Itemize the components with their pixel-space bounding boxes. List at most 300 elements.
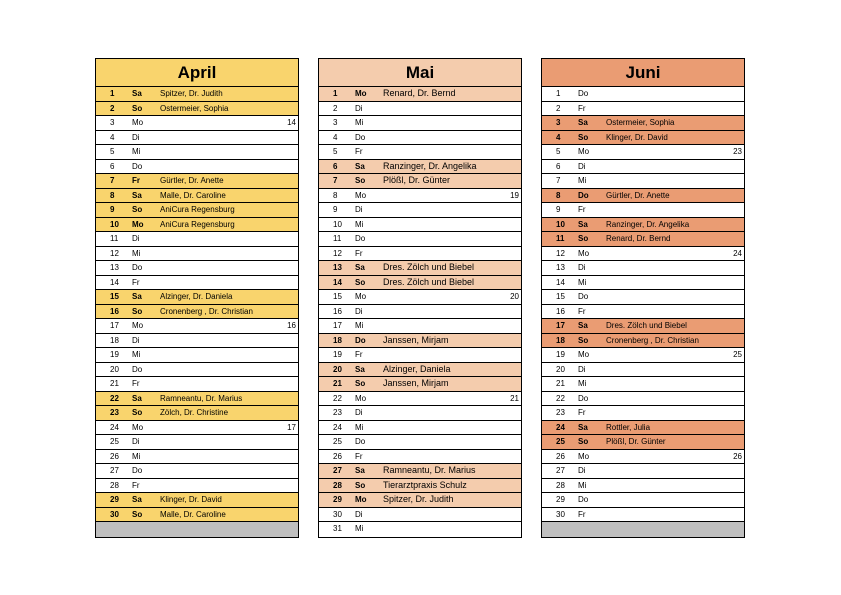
weekday: Di bbox=[132, 234, 140, 243]
day-row bbox=[319, 174, 521, 189]
weekday: Mi bbox=[355, 422, 364, 432]
weekday: Fr bbox=[355, 350, 363, 359]
week-number: 20 bbox=[510, 292, 519, 301]
day-list bbox=[319, 87, 521, 537]
day-row bbox=[96, 203, 298, 218]
day-number: 13 bbox=[556, 263, 565, 272]
weekday: Do bbox=[132, 364, 143, 374]
weekday: Fr bbox=[578, 306, 586, 316]
weekday: Mi bbox=[578, 480, 587, 490]
day-row bbox=[542, 406, 744, 421]
duty-name: Plößl, Dr. Günter bbox=[383, 175, 451, 185]
day-row bbox=[96, 493, 298, 508]
duty-name: Janssen, Mirjam bbox=[383, 378, 449, 388]
day-number: 4 bbox=[556, 132, 561, 142]
day-number: 29 bbox=[110, 495, 119, 504]
weekday: So bbox=[578, 437, 589, 446]
day-row bbox=[542, 435, 744, 450]
duty-name: Zölch, Dr. Christine bbox=[160, 408, 229, 417]
weekday: Do bbox=[355, 437, 366, 446]
weekday: Do bbox=[132, 466, 143, 475]
weekday: Sa bbox=[132, 190, 142, 200]
day-row bbox=[542, 116, 744, 131]
duty-name: Spitzer, Dr. Judith bbox=[160, 89, 223, 98]
weekday: Sa bbox=[355, 263, 365, 272]
day-number: 6 bbox=[110, 161, 115, 171]
day-number: 30 bbox=[333, 509, 342, 519]
weekday: Di bbox=[355, 408, 363, 417]
day-row bbox=[542, 450, 744, 465]
weekday: Mo bbox=[578, 350, 590, 359]
weekday: Mi bbox=[355, 118, 364, 127]
weekday: Sa bbox=[578, 321, 588, 330]
weekday: Mo bbox=[132, 219, 144, 229]
day-row bbox=[319, 392, 521, 407]
duty-name: Malle, Dr. Caroline bbox=[160, 190, 226, 200]
day-row bbox=[319, 479, 521, 494]
weekday: So bbox=[355, 379, 366, 388]
day-number: 24 bbox=[556, 422, 565, 432]
day-number: 30 bbox=[110, 509, 119, 519]
duty-name: Janssen, Mirjam bbox=[383, 334, 449, 345]
duty-name: Gürtler, Dr. Anette bbox=[160, 176, 224, 185]
weekday: Di bbox=[355, 205, 363, 214]
day-number: 4 bbox=[110, 132, 115, 142]
duty-name: Cronenberg , Dr. Christian bbox=[160, 306, 253, 316]
day-number: 1 bbox=[333, 89, 338, 98]
weekday: So bbox=[132, 306, 143, 316]
weekday: Mo bbox=[355, 89, 367, 98]
weekday: Fr bbox=[578, 205, 586, 214]
day-row bbox=[542, 479, 744, 494]
day-number: 27 bbox=[556, 466, 565, 475]
weekday: Di bbox=[578, 263, 586, 272]
day-number: 21 bbox=[110, 379, 119, 388]
weekday: Mo bbox=[132, 118, 144, 127]
weekday: Fr bbox=[132, 480, 140, 490]
day-number: 17 bbox=[110, 321, 119, 330]
day-number: 29 bbox=[556, 495, 565, 504]
weekday: Fr bbox=[578, 509, 586, 519]
weekday: Fr bbox=[578, 408, 586, 417]
day-row bbox=[542, 87, 744, 102]
day-number: 28 bbox=[110, 480, 119, 490]
day-number: 8 bbox=[333, 190, 338, 200]
day-number: 11 bbox=[110, 234, 119, 243]
day-row bbox=[542, 363, 744, 378]
weekday: Di bbox=[355, 103, 363, 113]
day-row bbox=[319, 421, 521, 436]
weekday: Di bbox=[355, 306, 363, 316]
day-number: 23 bbox=[333, 408, 342, 417]
weekday: Di bbox=[578, 161, 586, 171]
day-row bbox=[542, 145, 744, 160]
filler-row bbox=[96, 522, 298, 537]
weekday: Sa bbox=[132, 495, 142, 504]
day-row bbox=[542, 319, 744, 334]
day-number: 5 bbox=[110, 147, 115, 156]
weekday: Sa bbox=[132, 292, 142, 301]
weekday: Sa bbox=[132, 393, 142, 403]
day-number: 24 bbox=[110, 422, 119, 432]
day-row bbox=[96, 334, 298, 349]
weekday: Sa bbox=[132, 89, 142, 98]
day-number: 31 bbox=[333, 524, 342, 533]
day-row bbox=[319, 464, 521, 479]
weekday: Sa bbox=[355, 161, 365, 171]
duty-name: Spitzer, Dr. Judith bbox=[383, 494, 454, 504]
duty-name: Ranzinger, Dr. Angelika bbox=[606, 219, 690, 229]
weekday: Do bbox=[355, 132, 366, 142]
day-row bbox=[542, 276, 744, 291]
day-row bbox=[319, 160, 521, 175]
day-number: 12 bbox=[556, 248, 565, 258]
day-row bbox=[319, 189, 521, 204]
weekday: Di bbox=[132, 132, 140, 142]
month-juni bbox=[541, 58, 745, 538]
weekday: Do bbox=[355, 335, 366, 345]
day-row bbox=[96, 479, 298, 494]
weekday: Fr bbox=[355, 147, 363, 156]
day-row bbox=[96, 116, 298, 131]
day-row bbox=[542, 392, 744, 407]
day-row bbox=[542, 232, 744, 247]
weekday: Mi bbox=[132, 248, 141, 258]
weekday: So bbox=[355, 480, 366, 490]
day-row bbox=[319, 218, 521, 233]
day-number: 19 bbox=[110, 350, 119, 359]
day-number: 10 bbox=[556, 219, 565, 229]
week-number: 25 bbox=[733, 350, 742, 359]
duty-name: Tierarztpraxis Schulz bbox=[383, 479, 467, 490]
duty-name: Ramneantu, Dr. Marius bbox=[383, 465, 476, 475]
day-number: 3 bbox=[110, 118, 115, 127]
weekday: Do bbox=[132, 161, 143, 171]
weekday: So bbox=[132, 205, 143, 214]
weekday: So bbox=[578, 335, 589, 345]
day-number: 7 bbox=[110, 176, 115, 185]
weekday: Di bbox=[132, 437, 140, 446]
day-row bbox=[96, 319, 298, 334]
day-row bbox=[96, 232, 298, 247]
weekday: Do bbox=[578, 89, 589, 98]
month-title: April bbox=[96, 59, 298, 87]
day-row bbox=[542, 305, 744, 320]
day-number: 17 bbox=[333, 321, 342, 330]
weekday: Do bbox=[578, 495, 589, 504]
month-title: Mai bbox=[319, 59, 521, 87]
day-number: 13 bbox=[110, 263, 119, 272]
duty-name: Plößl, Dr. Günter bbox=[606, 437, 666, 446]
day-row bbox=[542, 421, 744, 436]
day-row bbox=[319, 450, 521, 465]
day-number: 21 bbox=[333, 379, 342, 388]
duty-name: Malle, Dr. Caroline bbox=[160, 509, 226, 519]
day-row bbox=[542, 464, 744, 479]
day-number: 9 bbox=[333, 205, 338, 214]
weekday: Sa bbox=[578, 118, 588, 127]
day-row bbox=[319, 435, 521, 450]
day-number: 19 bbox=[333, 350, 342, 359]
day-row bbox=[319, 276, 521, 291]
day-number: 25 bbox=[110, 437, 119, 446]
day-row bbox=[319, 508, 521, 523]
duty-name: Gürtler, Dr. Anette bbox=[606, 190, 670, 200]
day-number: 30 bbox=[556, 509, 565, 519]
day-number: 28 bbox=[333, 480, 342, 490]
day-number: 22 bbox=[333, 393, 342, 403]
day-row bbox=[319, 348, 521, 363]
day-number: 14 bbox=[110, 277, 119, 287]
day-number: 16 bbox=[110, 306, 119, 316]
day-row bbox=[319, 247, 521, 262]
day-number: 15 bbox=[110, 292, 119, 301]
day-row bbox=[319, 290, 521, 305]
day-number: 12 bbox=[333, 248, 342, 258]
day-number: 2 bbox=[333, 103, 338, 113]
duty-name: Alzinger, Daniela bbox=[383, 363, 451, 374]
day-number: 6 bbox=[556, 161, 561, 171]
day-row bbox=[96, 363, 298, 378]
day-row bbox=[542, 493, 744, 508]
day-number: 12 bbox=[110, 248, 119, 258]
weekday: Mi bbox=[578, 379, 587, 388]
day-number: 5 bbox=[333, 147, 338, 156]
weekday: Do bbox=[578, 393, 589, 403]
day-row bbox=[96, 145, 298, 160]
day-row bbox=[542, 334, 744, 349]
day-row bbox=[319, 203, 521, 218]
day-row bbox=[96, 174, 298, 189]
duty-name: Dres. Zölch und Biebel bbox=[606, 321, 687, 330]
duty-name: AniCura Regensburg bbox=[160, 219, 235, 229]
day-number: 26 bbox=[556, 451, 565, 461]
day-number: 29 bbox=[333, 495, 342, 504]
week-number: 24 bbox=[733, 248, 742, 258]
weekday: Mi bbox=[132, 147, 141, 156]
weekday: Mo bbox=[355, 292, 367, 301]
day-row bbox=[96, 392, 298, 407]
duty-name: Dres. Zölch und Biebel bbox=[383, 262, 475, 272]
weekday: Mi bbox=[132, 451, 141, 461]
weekday: So bbox=[578, 234, 589, 243]
duty-name: Ostermeier, Sophia bbox=[606, 118, 675, 127]
day-row bbox=[319, 377, 521, 392]
day-number: 15 bbox=[333, 292, 342, 301]
day-row bbox=[319, 522, 521, 537]
day-number: 24 bbox=[333, 422, 342, 432]
day-row bbox=[319, 102, 521, 117]
day-row bbox=[542, 189, 744, 204]
weekday: Mo bbox=[578, 248, 590, 258]
weekday: Mo bbox=[355, 393, 367, 403]
day-number: 25 bbox=[333, 437, 342, 446]
month-april bbox=[95, 58, 299, 538]
weekday: Fr bbox=[132, 379, 140, 388]
day-row bbox=[542, 160, 744, 175]
day-number: 20 bbox=[333, 364, 342, 374]
day-number: 19 bbox=[556, 350, 565, 359]
weekday: Sa bbox=[578, 219, 588, 229]
day-number: 20 bbox=[556, 364, 565, 374]
week-number: 19 bbox=[510, 190, 519, 200]
day-number: 5 bbox=[556, 147, 561, 156]
weekday: Do bbox=[578, 292, 589, 301]
weekday: Di bbox=[132, 335, 140, 345]
weekday: Mo bbox=[355, 190, 367, 200]
weekday: So bbox=[132, 408, 143, 417]
day-number: 25 bbox=[556, 437, 565, 446]
day-row bbox=[96, 160, 298, 175]
week-number: 23 bbox=[733, 147, 742, 156]
day-row bbox=[319, 363, 521, 378]
day-row bbox=[96, 189, 298, 204]
day-list bbox=[542, 87, 744, 537]
weekday: Do bbox=[578, 190, 589, 200]
weekday: Fr bbox=[132, 176, 140, 185]
weekday: Fr bbox=[578, 103, 586, 113]
day-number: 16 bbox=[333, 306, 342, 316]
day-row bbox=[96, 87, 298, 102]
day-number: 9 bbox=[556, 205, 561, 214]
day-number: 14 bbox=[333, 277, 342, 287]
day-row bbox=[96, 218, 298, 233]
day-row bbox=[542, 131, 744, 146]
day-number: 22 bbox=[556, 393, 565, 403]
day-row bbox=[542, 247, 744, 262]
day-number: 16 bbox=[556, 306, 565, 316]
day-row bbox=[96, 406, 298, 421]
day-row bbox=[96, 261, 298, 276]
day-row bbox=[96, 377, 298, 392]
day-row bbox=[319, 261, 521, 276]
day-row bbox=[319, 131, 521, 146]
day-number: 17 bbox=[556, 321, 565, 330]
day-row bbox=[319, 87, 521, 102]
day-number: 10 bbox=[110, 219, 119, 229]
day-row bbox=[542, 218, 744, 233]
day-number: 8 bbox=[110, 190, 115, 200]
duty-name: Ranzinger, Dr. Angelika bbox=[383, 160, 477, 171]
day-row bbox=[542, 174, 744, 189]
day-row bbox=[542, 508, 744, 523]
day-row bbox=[96, 276, 298, 291]
day-number: 8 bbox=[556, 190, 561, 200]
filler-row bbox=[542, 522, 744, 537]
day-number: 23 bbox=[556, 408, 565, 417]
weekday: Sa bbox=[355, 466, 365, 475]
day-number: 1 bbox=[556, 89, 561, 98]
day-number: 11 bbox=[556, 234, 565, 243]
day-row bbox=[96, 435, 298, 450]
day-number: 6 bbox=[333, 161, 338, 171]
day-number: 27 bbox=[110, 466, 119, 475]
day-number: 11 bbox=[333, 234, 342, 243]
day-number: 9 bbox=[110, 205, 115, 214]
day-number: 3 bbox=[333, 118, 338, 127]
day-number: 10 bbox=[333, 219, 342, 229]
weekday: Fr bbox=[355, 248, 363, 258]
weekday: Fr bbox=[132, 277, 140, 287]
day-row bbox=[319, 406, 521, 421]
day-row bbox=[542, 261, 744, 276]
duty-name: Renard, Dr. Bernd bbox=[606, 234, 671, 243]
weekday: Mi bbox=[578, 277, 587, 287]
day-row bbox=[96, 450, 298, 465]
day-number: 20 bbox=[110, 364, 119, 374]
day-row bbox=[96, 421, 298, 436]
day-row bbox=[96, 305, 298, 320]
day-row bbox=[319, 116, 521, 131]
day-row bbox=[542, 102, 744, 117]
duty-name: Renard, Dr. Bernd bbox=[383, 88, 456, 98]
day-number: 23 bbox=[110, 408, 119, 417]
day-row bbox=[319, 145, 521, 160]
day-row bbox=[319, 493, 521, 508]
day-number: 3 bbox=[556, 118, 561, 127]
weekday: Mi bbox=[355, 524, 364, 533]
duty-name: Klinger, Dr. David bbox=[160, 495, 222, 504]
day-row bbox=[542, 203, 744, 218]
day-row bbox=[542, 290, 744, 305]
day-list bbox=[96, 87, 298, 537]
weekday: Di bbox=[578, 466, 586, 475]
day-row bbox=[96, 508, 298, 523]
day-row bbox=[319, 319, 521, 334]
duty-name: Klinger, Dr. David bbox=[606, 132, 668, 142]
weekday: Sa bbox=[578, 422, 588, 432]
weekday: So bbox=[132, 509, 143, 519]
day-row bbox=[96, 102, 298, 117]
duty-name: Dres. Zölch und Biebel bbox=[383, 276, 475, 287]
duty-name: Alzinger, Dr. Daniela bbox=[160, 292, 233, 301]
duty-name: Cronenberg , Dr. Christian bbox=[606, 335, 699, 345]
week-number: 21 bbox=[510, 393, 519, 403]
day-number: 1 bbox=[110, 89, 115, 98]
weekday: Mo bbox=[132, 422, 144, 432]
day-row bbox=[319, 334, 521, 349]
weekday: Sa bbox=[355, 364, 365, 374]
duty-name: Ramneantu, Dr. Marius bbox=[160, 393, 243, 403]
weekday: Do bbox=[132, 263, 143, 272]
month-title: Juni bbox=[542, 59, 744, 87]
day-row bbox=[96, 348, 298, 363]
day-row bbox=[96, 464, 298, 479]
weekday: Mo bbox=[578, 147, 590, 156]
week-number: 26 bbox=[733, 451, 742, 461]
day-number: 18 bbox=[333, 335, 342, 345]
day-number: 18 bbox=[110, 335, 119, 345]
weekday: Mi bbox=[355, 219, 364, 229]
duty-name: Rottler, Julia bbox=[606, 422, 651, 432]
day-row bbox=[319, 232, 521, 247]
day-row bbox=[96, 247, 298, 262]
day-number: 7 bbox=[556, 176, 561, 185]
day-row bbox=[96, 290, 298, 305]
day-number: 13 bbox=[333, 263, 342, 272]
week-number: 14 bbox=[287, 118, 296, 127]
weekday: Di bbox=[355, 509, 363, 519]
weekday: Do bbox=[355, 234, 366, 243]
duty-name: Ostermeier, Sophia bbox=[160, 103, 229, 113]
weekday: So bbox=[578, 132, 589, 142]
day-number: 26 bbox=[333, 451, 342, 461]
day-number: 2 bbox=[110, 103, 115, 113]
day-number: 2 bbox=[556, 103, 561, 113]
day-row bbox=[96, 131, 298, 146]
day-number: 14 bbox=[556, 277, 565, 287]
day-number: 22 bbox=[110, 393, 119, 403]
